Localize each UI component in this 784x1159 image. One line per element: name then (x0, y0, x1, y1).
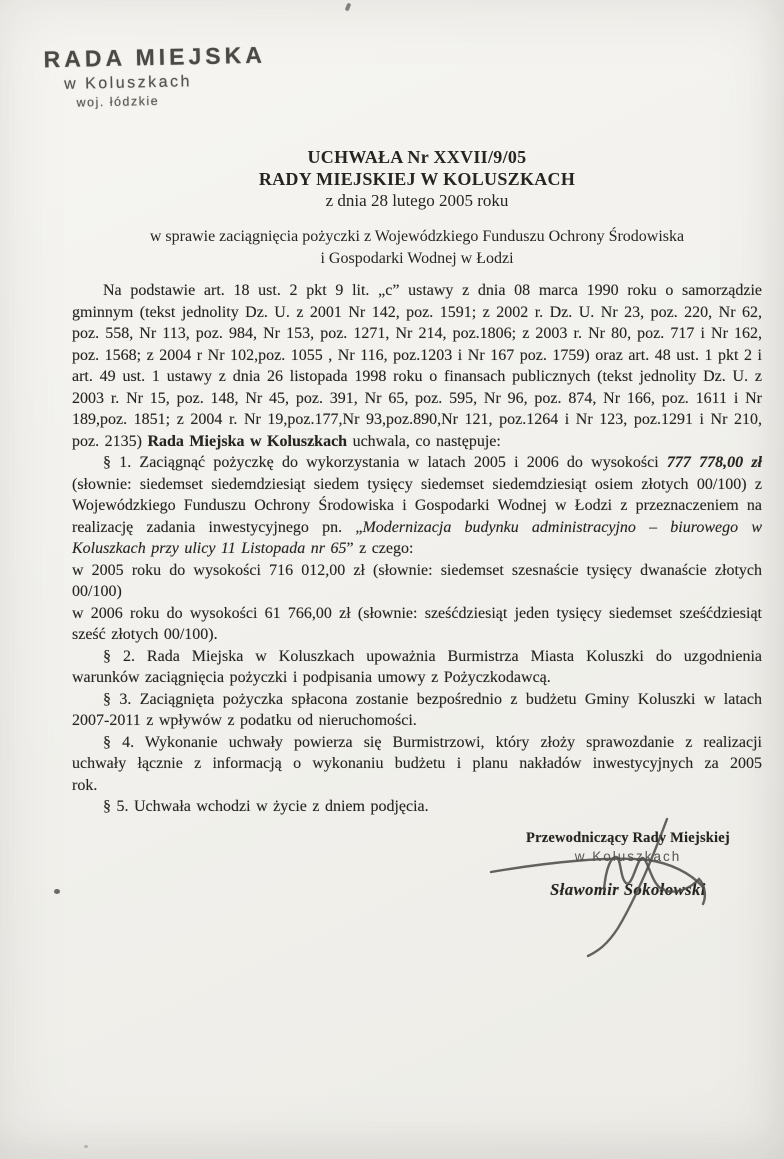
legal-basis-text: Na podstawie art. 18 ust. 2 pkt 9 lit. „c” ustawy z dnia 08 marca 1990 roku o samorządzie gminnym (tekst jednolity Dz. U. z 2001 Nr 142, poz. 1591; z 2002 r. Dz. U. Nr 23, poz. 220, Nr 62, poz. 558, Nr 113, poz. 984, Nr 153, poz. 1271, Nr 214, poz.1806; z 2003 r. Nr 80, poz. 717 i Nr 162, poz. 1568; z 2004 r Nr 102,poz. 1055 , Nr 116, poz.1203 i Nr 167 poz. 1759) oraz art. 48 ust. 1 pkt 2 i art. 49 ust. 1 ustawy z dnia 26 listopada 1998 roku o finansach publicznych (tekst jednolity Dz. U. z 2003 r. Nr 15, poz. 148, Nr 45, poz. 391, Nr 65, poz. 595, Nr 96, poz. 874, Nr 166, poz. 1611 i Nr 189,poz. 1851; z 2004 r. Nr 19,poz.177,Nr 93,poz.890,Nr 121, poz.1264 i Nr 123, poz.1291 i Nr 210, poz. 2135) (72, 282, 762, 450)
subject-line-2: i Gospodarki Wodnej w Łodzi (320, 250, 514, 267)
resolution-date: z dnia 28 lutego 2005 roku (325, 191, 509, 210)
signature-block (503, 829, 753, 899)
signatory-role: Przewodniczący Rady Miejskiej (526, 830, 730, 846)
paragraph-1 (72, 452, 762, 560)
paragraph-2: § 2. Rada Miejska w Koluszkach upoważnia Burmistrza Miasta Koluszki do uzgodnienia warunków zaciągnięcia pożyczki i podpisania umowy z Pożyczkodawcą. (72, 647, 762, 686)
resolution-body (72, 280, 762, 818)
paragraph-5: § 5. Uchwała wchodzi w życie z dniem podjęcia. (103, 798, 429, 815)
resolution-subject (72, 226, 762, 270)
paragraph-legal-basis (72, 280, 762, 452)
paragraph-1-middle: (słownie: siedemset siedemdziesiąt siedem tysięcy siedemset siedemdziesiąt osiem złotych 00/100) z Wojewódzkiego Funduszu Ochrony Środowiska i Gospodarki Wodnej w Łodzi z przeznaczeniem na realizację zadania inwestycyjnego pn. „ (72, 475, 762, 536)
resolution-number: UCHWAŁA Nr XXVII/9/05 (307, 147, 527, 167)
resolution-heading (72, 146, 762, 212)
signatory-role-town: w Koluszkach (574, 849, 682, 864)
issuer-bold-text: Rada Miejska w Koluszkach (147, 432, 348, 450)
paragraph-3: § 3. Zaciągnięta pożyczka spłacona zostanie bezpośrednio z budżetu Gminy Koluszki w latach 2007-2011 z wpływów z podatku od nieruchomości. (72, 690, 762, 729)
investment-task-name: Modernizacja budynku administracyjno – biurowego w Koluszkach przy ulicy 11 Listopada nr 65 (72, 518, 763, 557)
stamp-town: w Koluszkach (63, 73, 193, 93)
paragraph-1-lead: § 1. Zaciągnąć pożyczkę do wykorzystania w latach 2005 i 2006 do wysokości (103, 454, 667, 471)
subject-line-1: w sprawie zaciągnięcia pożyczki z Wojewódzkiego Funduszu Ochrony Środowiska (149, 228, 685, 245)
stamp-org-name: RADA MIEJSKA (43, 41, 267, 73)
signatory-name: Sławomir Sokołowski (550, 880, 706, 899)
stamp-voivodeship: woj. łódzkie (76, 93, 160, 110)
paragraph-1-amount-2006: w 2006 roku do wysokości 61 766,00 zł (słownie: sześćdziesiąt jeden tysięcy siedemset sześćdziesiąt sześć złotych 00/100). (72, 604, 762, 643)
scan-speck-bottom (84, 1145, 88, 1148)
paragraph-4: § 4. Wykonanie uchwały powierza się Burmistrzowi, który złoży sprawozdanie z realizacji uchwały łącznie z informacją o wykonaniu budżetu i planu nakładów inwestycyjnych za 2005 rok. (72, 733, 762, 794)
paragraph-1-amount-2005: w 2005 roku do wysokości 716 012,00 zł (słownie: siedemset szesnaście tysięcy dwanaście złotych 00/100) (72, 561, 762, 600)
paragraph-1-tail: ” z czego: (346, 540, 414, 557)
scan-speck-left (54, 889, 60, 894)
council-rubber-stamp (43, 42, 267, 111)
scan-speck-top (345, 3, 352, 12)
legal-basis-tail: uchwala, co następuje: (347, 432, 501, 450)
loan-amount-total: 777 778,00 zł (666, 454, 763, 471)
resolution-issuer: RADY MIEJSKIEJ W KOLUSZKACH (258, 169, 576, 189)
